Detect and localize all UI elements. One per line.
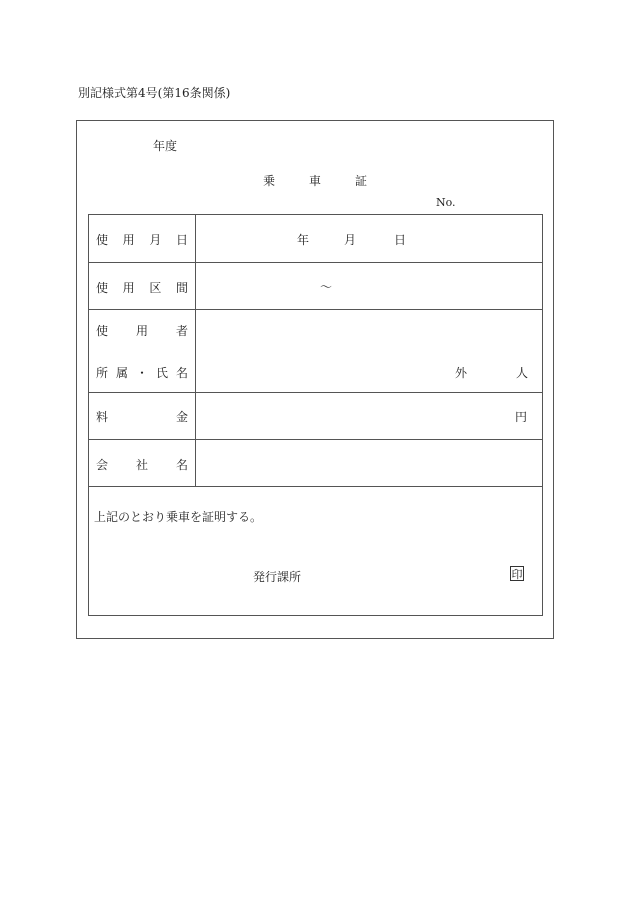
label-cell-date — [89, 215, 196, 262]
row-section — [89, 263, 542, 310]
label-cell-company — [89, 440, 196, 486]
issuer-label: 発行課所 — [253, 570, 302, 584]
label-char: 用 — [122, 233, 135, 247]
label-char: 社 — [135, 458, 148, 472]
title-char: 車 — [309, 174, 322, 188]
form-grid — [88, 214, 543, 616]
label-char: 使 — [96, 324, 109, 338]
date-year-label: 年 — [297, 233, 310, 247]
fiscal-year-label: 年度 — [153, 139, 178, 153]
label-char: 金 — [175, 410, 188, 424]
section-separator: 〜 — [320, 280, 333, 294]
label-company — [96, 456, 188, 473]
label-char: 者 — [175, 324, 188, 338]
user-outside-label: 外 — [455, 366, 468, 380]
label-char: 使 — [96, 281, 109, 295]
label-char: 区 — [149, 281, 162, 295]
label-affiliation-name — [96, 364, 188, 381]
label-char: ・ — [135, 366, 148, 380]
label-char: 料 — [96, 410, 109, 424]
label-char: 名 — [175, 366, 188, 380]
user-persons-label: 人 — [516, 366, 529, 380]
date-day-label: 日 — [394, 233, 407, 247]
certification-text: 上記のとおり乗車を証明する。 — [94, 510, 263, 524]
label-cell-section — [89, 263, 196, 309]
label-cell-user — [89, 310, 196, 392]
row-date — [89, 215, 542, 263]
label-char: 用 — [122, 281, 135, 295]
label-char: 氏 — [155, 366, 168, 380]
number-label: No. — [436, 196, 456, 209]
label-char: 使 — [96, 233, 109, 247]
title-char: 証 — [355, 174, 368, 188]
label-char: 属 — [115, 366, 128, 380]
fare-yen-label: 円 — [515, 410, 528, 424]
label-cell-fare — [89, 393, 196, 439]
label-char: 間 — [175, 281, 188, 295]
row-user — [89, 310, 542, 393]
document-title — [263, 172, 401, 189]
form-reference: 別記様式第4号(第16条関係) — [78, 86, 231, 100]
seal-icon: 印 — [511, 568, 523, 581]
label-char: 月 — [149, 233, 162, 247]
label-char: 名 — [175, 458, 188, 472]
row-fare — [89, 393, 542, 440]
title-char: 乗 — [263, 174, 276, 188]
label-date — [96, 231, 188, 248]
label-section — [96, 279, 188, 296]
label-fare — [96, 408, 188, 425]
label-char: 所 — [96, 366, 109, 380]
label-char: 用 — [135, 324, 148, 338]
label-char: 日 — [175, 233, 188, 247]
date-month-label: 月 — [344, 233, 357, 247]
label-user — [96, 322, 188, 339]
label-char: 会 — [96, 458, 109, 472]
row-company — [89, 440, 542, 487]
